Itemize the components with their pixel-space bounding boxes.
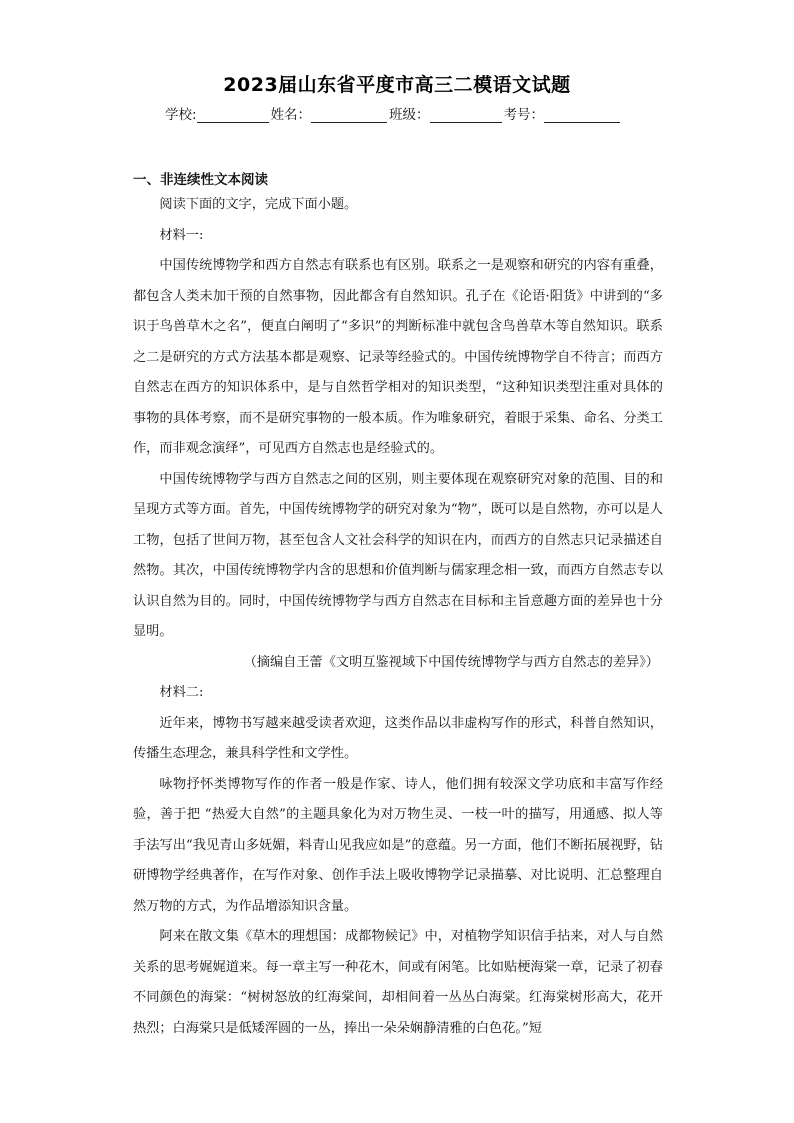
section-heading: 一、非连续性文本阅读 <box>133 172 268 188</box>
student-info-row <box>165 103 645 123</box>
material-two-paragraph-3: 阿来在散文集《草木的理想国：成都物候记》中，对植物学知识信手拈来，对人与自然关系的思考娓娓道来。每一章主写一种花木，间或有闲笔。比如贴梗海棠一章，记录了初春不同颜色的海棠：“树树怒放的红海棠间，却相间着一丛丛白海棠。红海棠树形高大，花开热烈；白海棠只是低矮浑圆的一丛，捧出一朵朵娴静清雅的白色花。”短 <box>133 929 663 1036</box>
material-two-label: 材料二: <box>159 685 204 700</box>
name-field <box>271 103 388 123</box>
exam-number-blank <box>544 108 620 123</box>
name-label: 姓名： <box>270 107 312 123</box>
exam-number-label: 考号： <box>503 107 545 123</box>
material-one-paragraph-2: 中国传统博物学与西方自然志之间的区别，则主要体现在观察研究对象的范围、目的和呈现方式等方面。首先，中国传统博物学的研究对象为“物”，既可以是自然物，亦可以是人工物，包括了世间万物，甚至包含人文社会科学的知识在内，而西方的自然志只记录描述自然物。其次，中国传统博物学内含的思想和价值判断与儒家理念相一致，而西方自然志专以认识自然为目的。同时，中国传统博物学与西方自然志在目标和主旨意趣方面的差异也十分显明。 <box>133 471 663 639</box>
class-field <box>389 103 502 123</box>
material-one-source: （摘编自王蕾《文明互鉴视域下中国传统博物学与西方自然志的差异》） <box>243 654 659 670</box>
instruction-text: 阅读下面的文字，完成下面小题。 <box>159 197 358 212</box>
name-blank <box>311 108 387 123</box>
material-one-label: 材料一: <box>159 227 204 243</box>
class-blank <box>430 108 502 123</box>
exam-number-field <box>504 103 621 123</box>
reading-passage <box>133 190 663 1044</box>
school-field <box>165 103 269 123</box>
class-label: 班级： <box>389 107 430 123</box>
material-one-paragraph-1: 中国传统博物学和西方自然志有联系也有区别。联系之一是观察和研究的内容有重叠，都包含人类未加干预的自然事物，因此都含有自然知识。孔子在《论语·阳货》中讲到的“多识于鸟兽草木之名”，便直白阐明了“多识”的判断标准中就包含鸟兽草木等自然知识。联系之二是研究的方式方法基本都是观察、记录等经验式的。中国传统博物学自不待言；而西方自然志在西方的知识体系中，是与自然哲学相对的知识类型，“这种知识类型注重对具体的事物的具体考察，而不是研究事物的一般本质。作为唯象研究，着眼于采集、命名、分类工作，而非观念演绎”，可见西方自然志也是经验式的。 <box>133 258 663 456</box>
school-label: 学校: <box>165 107 197 123</box>
material-two-paragraph-2: 咏物抒怀类博物写作的作者一般是作家、诗人，他们拥有较深文学功底和丰富写作经验，善于把 “热爱大自然”的主题具象化为对万物生灵、一枝一叶的描写，用通感、拟人等手法写出“我见青山多妩媚，料青山见我应如是”的意蕴。另一方面，他们不断拓展视野，钻研博物学经典著作，在写作对象、创作手法上吸收博物学记录描摹、对比说明、汇总整理自然万物的方式，为作品增添知识含量。 <box>133 776 663 914</box>
school-blank <box>197 108 269 123</box>
exam-title: 2023届山东省平度市高三二模语文试题 <box>223 74 571 96</box>
material-two-paragraph-1: 近年来，博物书写越来越受读者欢迎，这类作品以非虚构写作的形式，科普自然知识，传播生态理念，兼具科学性和文学性。 <box>133 715 663 761</box>
